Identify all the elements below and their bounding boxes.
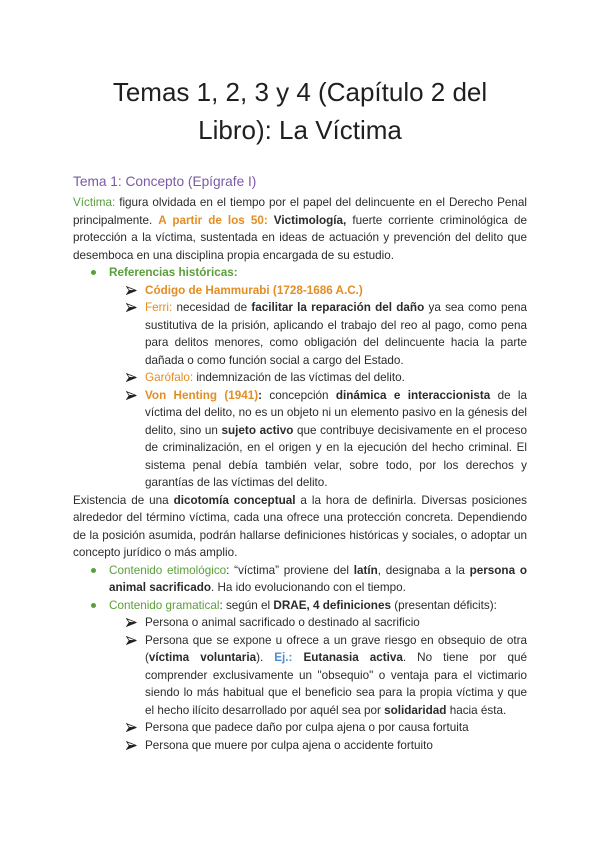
bold-term: facilitar la reparación del daño <box>251 301 425 314</box>
sub-list-item <box>145 737 527 755</box>
sub-list-item <box>145 387 527 492</box>
highlighted-term: Ferri: <box>145 301 173 314</box>
bold-term: solidaridad <box>384 703 447 717</box>
sub-list-item <box>145 282 527 300</box>
sub-list-item <box>145 719 527 737</box>
bullet-list <box>73 264 527 492</box>
document-title: Temas 1, 2, 3 y 4 (Capítulo 2 del Libro): La Víctima <box>112 77 488 145</box>
text-run: , designaba a la <box>377 563 470 577</box>
text-run: necesidad de <box>172 301 252 314</box>
list-item-text <box>109 564 527 595</box>
list-item <box>109 264 527 492</box>
list-item <box>109 597 527 755</box>
bold-term: Victimología, <box>267 213 347 227</box>
bullet-list <box>73 562 527 755</box>
arrow-bullet-icon <box>126 391 137 400</box>
highlighted-term: Von Henting (1941) <box>145 388 259 402</box>
sub-list-item <box>145 614 527 632</box>
arrow-bullet-icon <box>126 636 137 645</box>
text-run: (presentan déficits): <box>390 598 497 612</box>
text-run: : “víctima” proviene del <box>226 563 354 577</box>
bullet-dot-icon <box>91 270 96 275</box>
bold-term: dinámica e interaccionista <box>335 388 491 402</box>
list-item-text <box>109 599 497 612</box>
bold-term: Eutanasia activa <box>292 651 403 664</box>
sub-list-item-text <box>145 389 527 490</box>
text-run: ). <box>256 651 275 664</box>
arrow-bullet-icon <box>126 373 137 382</box>
text-run: concepción <box>262 388 336 402</box>
bullet-dot-icon <box>91 568 96 573</box>
text-run: Persona que muere por culpa ajena o accidente fortuito <box>145 738 433 752</box>
text-run: ya sea como pena sustitutiva de la prisión, aplicando el trabajo del reo al pago, como pena para delitos menores, como obligación del delincuente hacia la parte dañada o como función social a cargo del Estado. <box>145 301 527 367</box>
sub-list-item-text <box>145 616 420 629</box>
arrow-bullet-icon <box>126 286 137 295</box>
arrow-bullet-icon <box>126 303 137 312</box>
highlighted-term: Referencias históricas: <box>109 266 238 279</box>
paragraph <box>73 492 527 562</box>
text-run: . No tiene por qué comprender exclusivamente un "obsequio" o ventaja para el victimario siendo lo más habitual que el beneficio sea para la propia víctima y que el hecho ilícito desarrollado por aquél sea por <box>145 651 527 717</box>
bullet-dot-icon <box>91 603 96 608</box>
sub-list-item <box>145 369 527 387</box>
sub-list <box>109 282 527 492</box>
arrow-bullet-icon <box>126 741 137 750</box>
text-run: figura olvidada en el tiempo por el papel del delincuente en el Derecho Penal principalmente. <box>73 196 527 227</box>
text-run: . Ha ido evolucionando con el tiempo. <box>211 581 406 594</box>
bold-term: DRAE, 4 definiciones <box>273 598 391 612</box>
sub-list-item-text <box>145 721 469 734</box>
sub-list-item-text <box>145 301 527 367</box>
text-run: a la hora de definirla. Diversas posiciones alrededor del término víctima, cada una ofrece una protección concreta. Dependiendo de la posición asumida, podrán hallarse definiciones históricas y sociales, o adoptar un concepto jurídico o más amplio. <box>73 493 527 559</box>
bold-term: latín <box>353 563 378 577</box>
list-item-text <box>109 266 238 279</box>
highlighted-term: A partir de los 50: <box>158 213 268 227</box>
text-run: Persona que padece daño por culpa ajena o por causa fortuita <box>145 721 469 734</box>
arrow-bullet-icon <box>126 618 137 627</box>
highlighted-term: Ej.: <box>274 651 293 664</box>
text-run: : según el <box>219 598 274 612</box>
text-run: indemnización de las víctimas del delito. <box>193 371 405 384</box>
highlighted-term: Contenido gramatical <box>109 598 220 612</box>
highlighted-term: Garófalo: <box>145 371 194 384</box>
sub-list-item-text <box>145 284 363 297</box>
highlighted-term: Víctima: <box>73 196 116 209</box>
bold-term: dicotomía conceptual <box>173 493 296 507</box>
text-run: Existencia de una <box>73 493 174 507</box>
bold-term: : <box>258 388 263 402</box>
text-run: de la víctima del delito, no es un objeto ni un elemento pasivo en la génesis del delito, sino un <box>145 388 528 437</box>
sub-list-item <box>145 299 527 369</box>
arrow-bullet-icon <box>126 723 137 732</box>
bold-term: sujeto activo <box>221 423 294 437</box>
text-run: hacia ésta. <box>446 703 507 717</box>
text-run: que contribuye decisivamente en el proceso de criminalización, en el origen y en la ejecución del hecho criminal. El sistema penal debía también velar, sobre todo, por los derechos y garantías de las víctimas del delito. <box>145 423 528 489</box>
paragraph <box>73 194 527 264</box>
sub-list-item <box>145 632 527 720</box>
document-body <box>73 194 527 754</box>
sub-list-item-text <box>145 371 405 384</box>
section-heading: Tema 1: Concepto (Epígrafe I) <box>73 174 257 189</box>
text-run: fuerte corriente criminológica de protección a la víctima, sustentada en ideas de actuación y prevención del delito que desemboca en una disciplina propia encargada de su estudio. <box>73 213 527 262</box>
sub-list <box>109 614 527 754</box>
list-item <box>109 562 527 597</box>
highlighted-term: Contenido etimológico <box>109 563 227 577</box>
text-run: Persona o animal sacrificado o destinado al sacrificio <box>145 616 420 629</box>
sub-list-item-text <box>145 739 433 752</box>
highlighted-term: Código de Hammurabi (1728-1686 A.C.) <box>145 283 363 297</box>
text-run: Persona que se expone u ofrece a un grave riesgo en obsequio de otra ( <box>145 633 527 664</box>
sub-list-item-text <box>145 634 527 717</box>
bold-term: víctima voluntaria <box>148 651 257 664</box>
bold-term: persona o animal sacrificado <box>109 563 527 594</box>
